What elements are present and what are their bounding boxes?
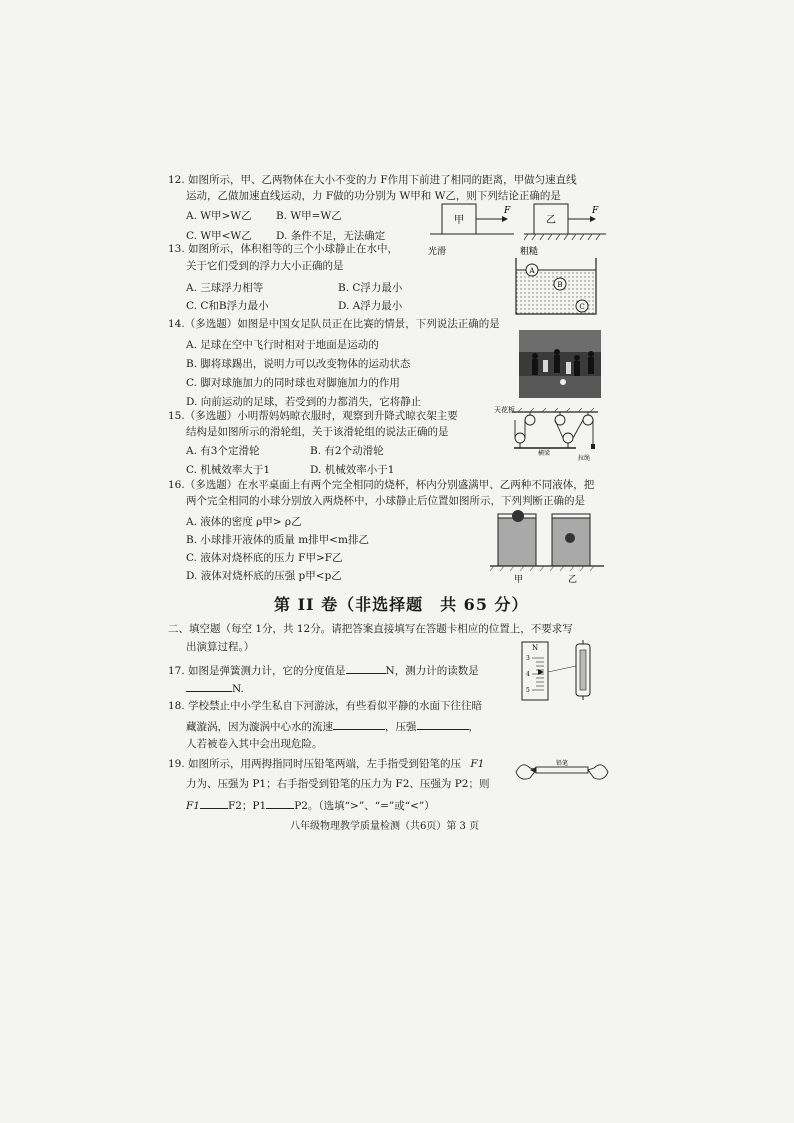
- q17-text-a: 17. 如图是弹簧测力计，它的分度值是: [168, 665, 346, 677]
- section-2-title: 第 II 卷（非选择题 共 65 分）: [274, 595, 529, 614]
- q12-option-a: A. W甲>W乙: [186, 210, 252, 222]
- q17-fig-tick-4: 4: [526, 671, 530, 678]
- q17-blank-division[interactable]: [346, 662, 386, 674]
- q19-text-a: 19. 如图所示，用两拇指同时压铅笔两端，左手指受到铅笔的压: [168, 758, 462, 770]
- q14-option-d: D. 向前运动的足球，若受到的力都消失，它将静止: [186, 396, 422, 408]
- q19-fig-pencil-label: 铅笔: [556, 760, 569, 767]
- q17-spring-scale-figure: [516, 638, 608, 702]
- q13-option-a: A. 三球浮力相等: [186, 282, 264, 294]
- q19-text-f1b: F1: [186, 800, 200, 812]
- q17-fig-tick-5: 5: [526, 687, 530, 694]
- q16-stem-line2: 两个完全相同的小球分别放入两烧杯中，小球静止后位置如图所示，下列判断正确的是: [186, 495, 585, 507]
- q12-fig-rough-label: 粗糙: [520, 247, 539, 257]
- q15-pulley-figure: [494, 404, 604, 462]
- q12-fig-smooth-label: 光滑: [428, 247, 447, 257]
- q12-fig-left-label: 甲: [454, 215, 464, 226]
- q17-blank-reading[interactable]: [186, 680, 232, 692]
- q15-option-c: C. 机械效率大于1: [186, 464, 271, 476]
- q12-fig-right-label: 乙: [546, 215, 556, 226]
- q13-stem-line1: 13. 如图所示，体积相等的三个小球静止在水中，: [168, 243, 399, 255]
- q16-option-c: C. 液体对烧杯底的压力 F甲>F乙: [186, 552, 343, 564]
- q13-fig-ball-c: C: [579, 303, 585, 311]
- q15-stem-line1: 15.（多选题）小明帮妈妈晾衣服时，观察到升降式晾衣架主要: [168, 410, 458, 422]
- q17-text-c: N.: [232, 683, 244, 695]
- q16-fig-left-label: 甲: [514, 575, 524, 585]
- q16-option-d: D. 液体对烧杯底的压强 p甲<p乙: [186, 570, 342, 582]
- q18-blank-pressure[interactable]: [417, 718, 469, 730]
- q13-fig-ball-b: B: [557, 281, 563, 289]
- q13-option-d: D. A浮力最小: [338, 300, 403, 312]
- q16-option-a: A. 液体的密度 ρ甲> ρ乙: [186, 516, 302, 528]
- q15-option-a: A. 有3个定滑轮: [186, 445, 260, 457]
- q16-option-b: B. 小球排开液体的质量 m排甲<m排乙: [186, 534, 369, 546]
- part2-instruction-line2: 出演算过程。）: [186, 641, 255, 653]
- q12-stem-line1: 12. 如图所示，甲、乙两物体在大小不变的力 F作用下前进了相同的距离，甲做匀速直线: [168, 174, 577, 186]
- q19-blank-force[interactable]: [200, 797, 228, 809]
- q13-stem-line2: 关于它们受到的浮力大小正确的是: [186, 260, 344, 272]
- q17-text-b: N，测力计的读数是: [385, 665, 479, 677]
- q14-photo: [519, 330, 601, 398]
- q12-option-b: B. W甲=W乙: [276, 210, 342, 222]
- q19-text-tail: P2。（选填“>”、“=”或“<”）: [294, 800, 435, 812]
- q19-line1: [168, 757, 484, 771]
- q14-option-b: B. 脚将球踢出，说明力可以改变物体的运动状态: [186, 358, 411, 370]
- q13-fig-ball-a: A: [529, 267, 535, 275]
- q12-fig-force-left: F: [504, 206, 511, 216]
- q18-text-b: ，压强: [385, 721, 417, 733]
- q12-stem-line2: 运动，乙做加速直线运动，力 F做的功分别为 W甲和 W乙，则下列结论正确的是: [186, 190, 561, 202]
- q19-line2: 力为、压强为 P1；右手指受到铅笔的压力为 F2、压强为 P2；则: [186, 778, 490, 790]
- q17-fig-tick-3: 3: [526, 655, 530, 662]
- q12-fig-force-right: F: [592, 206, 599, 216]
- part2-instruction-line1: 二、填空题（每空 1分，共 12分。请把答案直接填写在答题卡相应的位置上，不要求写: [168, 623, 573, 635]
- q15-option-d: D. 机械效率小于1: [310, 464, 395, 476]
- q16-fig-right-label: 乙: [568, 575, 578, 585]
- q18-line3: 人若被卷入其中会出现危险。: [186, 738, 323, 750]
- q14-option-a: A. 足球在空中飞行时相对于地面是运动的: [186, 339, 379, 351]
- q16-figure: [488, 504, 606, 586]
- q18-text-a: 藏漩涡，因为漩涡中心水的流速: [186, 721, 333, 733]
- q19-text-f2: F2；P1: [227, 800, 267, 812]
- q13-option-c: C. C和B浮力最小: [186, 300, 269, 312]
- q19-pencil-figure: [512, 756, 612, 784]
- q12-option-c: C. W甲<W乙: [186, 230, 252, 242]
- q15-stem-line2: 结构是如图所示的滑轮组，关于该滑轮组的说法正确的是: [186, 426, 449, 438]
- q12-figure: [428, 198, 608, 260]
- q19-line3: [186, 797, 435, 813]
- q18-text-c: ，: [468, 721, 479, 733]
- q19-text-f1: F1: [470, 758, 485, 770]
- q13-figure: [512, 256, 600, 318]
- q15-option-b: B. 有2个动滑轮: [310, 445, 384, 457]
- q18-line1: 18. 学校禁止中小学生私自下河游泳，有些看似平静的水面下往往暗: [168, 700, 483, 712]
- q12-option-d: D. 条件不足，无法确定: [276, 230, 386, 242]
- q15-fig-beam-label: 横梁: [538, 450, 551, 457]
- q14-option-c: C. 脚对球施加力的同时球也对脚施加力的作用: [186, 377, 400, 389]
- q17-line2: [186, 680, 244, 696]
- q19-blank-pressure[interactable]: [266, 797, 294, 809]
- page-footer: 八年级物理教学质量检测（共6页）第 3 页: [290, 821, 480, 832]
- q15-fig-ceiling-label: 天花板: [494, 406, 515, 414]
- q15-fig-rope-label: 拉绳: [578, 455, 591, 462]
- q17-fig-unit: N: [531, 644, 539, 652]
- q14-stem-line1: 14.（多选题）如图是中国女足队员正在比赛的情景，下列说法正确的是: [168, 318, 500, 330]
- q18-blank-speed[interactable]: [333, 718, 385, 730]
- q17-line1: [168, 662, 479, 678]
- q18-line2: [186, 718, 479, 734]
- q16-stem-line1: 16.（多选题）在水平桌面上有两个完全相同的烧杯，杯内分别盛满甲、乙两种不同液体，把: [168, 479, 595, 491]
- q13-option-b: B. C浮力最小: [338, 282, 403, 294]
